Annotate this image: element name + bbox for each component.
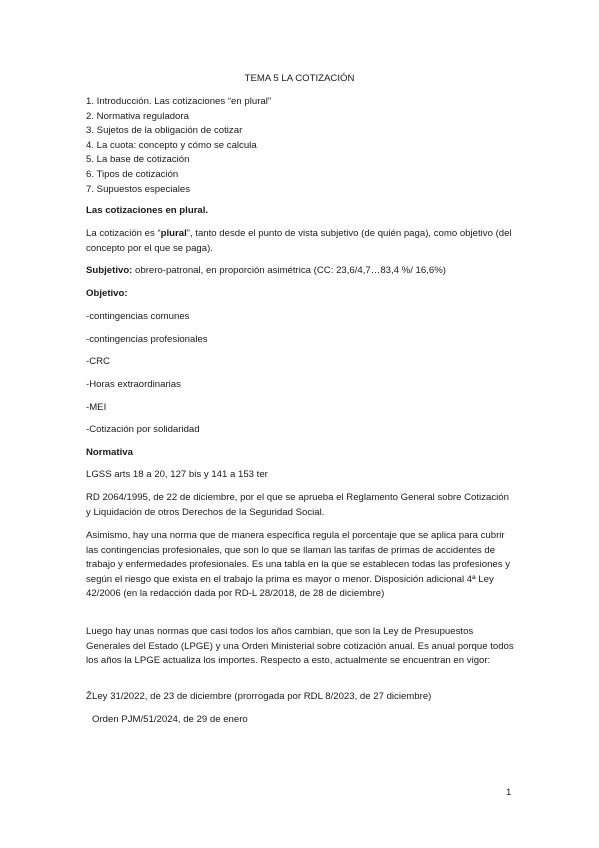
objetivo-item: -CRC xyxy=(86,356,110,367)
bullet-glyph: Ž xyxy=(86,691,92,702)
list-item: ŽLey 31/2022, de 23 de diciembre (prorrogada por RDL 8/2023, de 27 diciembre) xyxy=(86,690,516,705)
page-number: 1 xyxy=(506,787,512,798)
intro-paragraph: La cotización es “plural”, tanto desde el punto de vista subjetivo (de quién paga), como objetivo (del concepto por el que se paga). xyxy=(86,228,512,254)
objetivo-heading: Objetivo: xyxy=(86,288,128,299)
table-of-contents xyxy=(86,95,516,197)
objetivo-item: -contingencias profesionales xyxy=(86,334,208,345)
lgss-paragraph: LGSS arts 18 a 20, 127 bis y 141 a 153 ter xyxy=(86,469,268,480)
objetivo-item: -MEI xyxy=(86,402,107,413)
toc-item: 2. Normativa reguladora xyxy=(86,110,189,122)
objetivo-item: -Cotización por solidaridad xyxy=(86,424,200,435)
list-item: Orden PJM/51/2024, de 29 de enero xyxy=(92,714,248,725)
luego-paragraph: Luego hay unas normas que casi todos los años cambian, que son la Ley de Presupuestos Generales del Estado (LPGE) y una Orden Ministerial sobre cotización anual. Es anual porque todos los años la LPGE actualiza los importes. Respecto a esto, actualmente se encuentran en vigor: xyxy=(86,626,514,666)
toc-item: 1. Introducción. Las cotizaciones “en plural” xyxy=(86,96,272,107)
section-heading-plural: Las cotizaciones en plural. xyxy=(86,205,209,216)
toc-item: 3. Sujetos de la obligación de cotizar xyxy=(86,125,243,137)
objetivo-item: -Horas extraordinarias xyxy=(86,379,181,390)
objetivo-item: -contingencias comunes xyxy=(86,311,190,322)
rd-paragraph: RD 2064/1995, de 22 de diciembre, por el que se aprueba el Reglamento General sobre Cotización y Liquidación de otros Derechos de la Seguridad Social. xyxy=(86,492,509,518)
toc-item: 4. La cuota: concepto y cómo se calcula xyxy=(86,139,257,151)
document-title: TEMA 5 LA COTIZACIÓN xyxy=(244,73,355,84)
toc-item: 7. Supuestos especiales xyxy=(86,183,190,195)
toc-item: 6. Tipos de cotización xyxy=(86,168,179,180)
asimismo-paragraph: Asimismo, hay una norma que de manera específica regula el porcentaje que se aplica para cubrir las contingencias profesionales, que son lo que se llaman las tarifas de primas de accidentes de trabajo y enfermedades profesionales. Es una tabla en la que se establecen todas las profesiones y según el riesgo que exista en el trabajo la prima es mayor o menor. Disposición adicional 4ª Ley 42/2006 (en la redacción dada por RD-L 28/2018, de 28 de diciembre) xyxy=(86,530,510,599)
toc-item: 5. La base de cotización xyxy=(86,154,190,166)
subjetivo-paragraph: Subjetivo: obrero-patronal, en proporción asimétrica (CC: 23,6/4,7…83,4 %/ 16,6%) xyxy=(86,265,446,276)
normativa-heading: Normativa xyxy=(86,447,133,458)
